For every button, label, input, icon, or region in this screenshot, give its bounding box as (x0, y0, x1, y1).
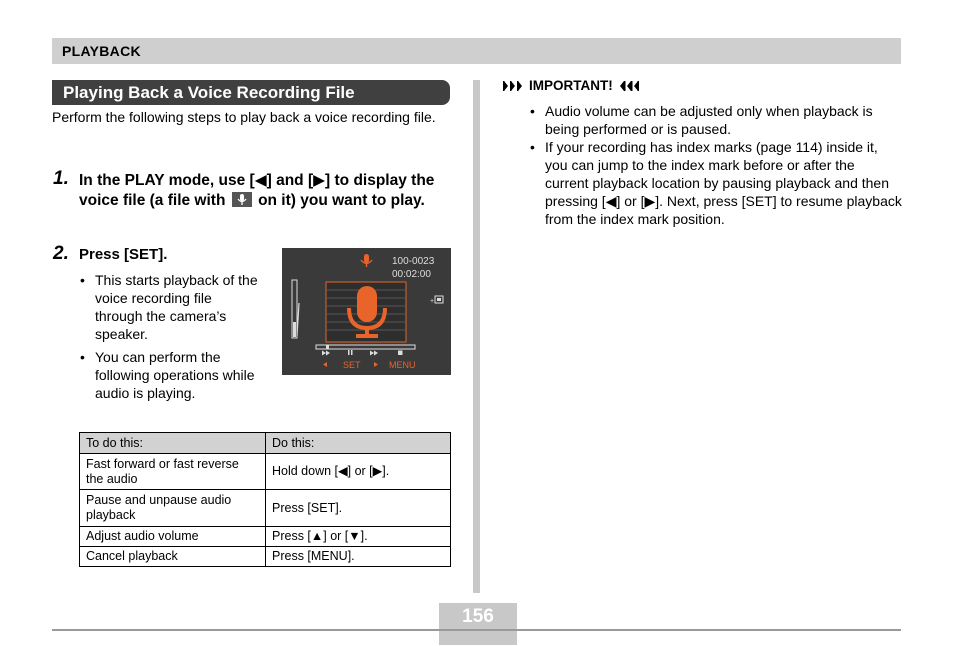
volume-indicator (292, 280, 299, 338)
table-row (80, 547, 451, 567)
page-number: 156 (439, 603, 517, 629)
table-cell: Press [▲] or [▼]. (266, 527, 451, 547)
table-header-row (80, 433, 451, 454)
index-mark-icon (430, 296, 443, 305)
table-cell: Press [SET]. (266, 490, 451, 527)
step-1-text-after: on it) you want to play. (258, 192, 425, 209)
table-header-cell: Do this: (266, 433, 451, 454)
important-left-icon (503, 80, 525, 92)
intro-text: Perform the following steps to play back a voice recording file. (52, 109, 436, 125)
table-cell: Adjust audio volume (80, 527, 266, 547)
list-item: • If your recording has index marks (page 114) inside it, you can jump to the index mark before or after the current playback location by pausing playback and then pressing [◀] or [▶]. Next, press [SET] to resume playback from the index mark position. (530, 138, 902, 228)
important-heading (503, 78, 639, 93)
step-2-bullets (80, 271, 260, 407)
file-number: 100-0023 (392, 256, 435, 267)
step-2-text: Press [SET]. (79, 246, 168, 263)
page-number-tab (439, 631, 517, 645)
playback-time: 00:02:00 (392, 269, 431, 280)
step-1-text-before: In the PLAY mode, use [◀] and [▶] to display the voice file (a file with (79, 172, 435, 209)
svg-text:+: + (430, 298, 435, 305)
step-1-number: 1. (53, 168, 69, 189)
important-right-icon (617, 80, 639, 92)
table-cell: Hold down [◀] or [▶]. (266, 454, 451, 490)
microphone-small-icon (361, 254, 372, 267)
header-bar (52, 38, 901, 64)
voice-file-icon (232, 192, 252, 207)
list-item: • Audio volume can be adjusted only when playback is being performed or is paused. (530, 102, 902, 138)
table-header-cell: To do this: (80, 433, 266, 454)
important-bullets (530, 102, 902, 228)
transport-controls (322, 350, 403, 356)
list-item: • This starts playback of the voice recording file through the camera’s speaker. (80, 271, 260, 343)
column-divider (473, 80, 480, 593)
table-row (80, 490, 451, 527)
operations-table (79, 432, 451, 567)
page-header-title: PLAYBACK (62, 43, 141, 59)
camera-playback-screen (282, 248, 451, 375)
table-cell: Pause and unpause audio playback (80, 490, 266, 527)
table-row (80, 527, 451, 547)
list-item: • You can perform the following operations while audio is playing. (80, 348, 260, 402)
table-cell: Press [MENU]. (266, 547, 451, 567)
section-title: Playing Back a Voice Recording File (52, 80, 450, 105)
set-label: SET (343, 360, 361, 370)
table-row (80, 454, 451, 490)
important-label: IMPORTANT! (529, 78, 613, 93)
playback-progress-bar (316, 345, 415, 349)
menu-label: MENU (389, 360, 416, 370)
table-cell: Fast forward or fast reverse the audio (80, 454, 266, 490)
right-arrow-icon (374, 362, 378, 367)
left-arrow-icon (323, 362, 327, 367)
step-1-text (79, 171, 451, 211)
table-cell: Cancel playback (80, 547, 266, 567)
step-2-number: 2. (53, 243, 69, 264)
